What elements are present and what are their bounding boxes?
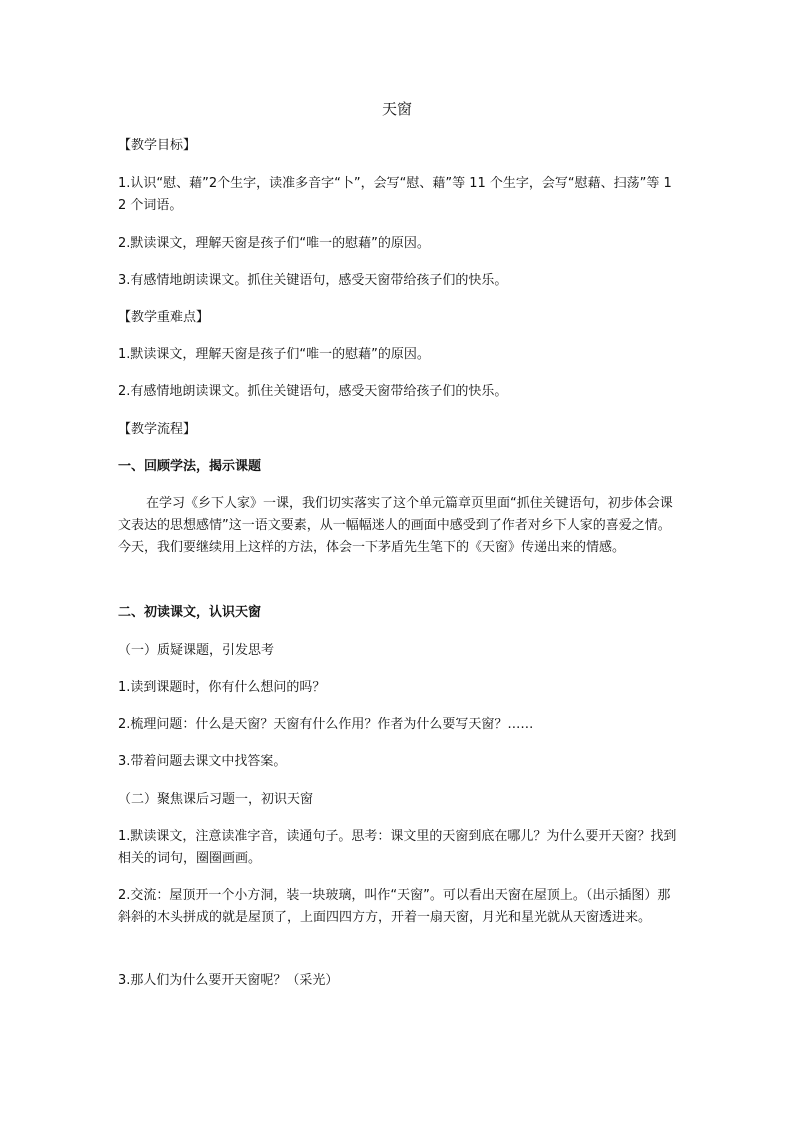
goal-item-1: 1.认识“慰、藉”2个生字，读准多音字“卜”，会写“慰、藉”等 11 个生字，会写“慰藉、扫荡”等 12 个词语。 [118,176,672,213]
part-heading-1: 一、回顾学法，揭示课题 [118,459,262,474]
subsection-2-item-1: 1.默读课文，注意读准字音，读通句子。思考：课文里的天窗到底在哪儿？为什么要开天窗？找到相关的词句，圈圈画画。 [118,829,677,866]
subsection-1-item-1: 1.读到课题时，你有什么想问的吗？ [118,680,326,695]
subsection-1-item-2: 2.梳理问题：什么是天窗？天窗有什么作用？作者为什么要写天窗？…… [118,717,534,732]
subsection-heading-1: （一）质疑课题，引发思考 [118,643,275,658]
part-heading-2: 二、初读课文，认识天窗 [118,605,262,620]
subsection-heading-2: （二）聚焦课后习题一，初识天窗 [118,792,314,807]
goal-item-2: 2.默读课文，理解天窗是孩子们“唯一的慰藉”的原因。 [118,236,430,251]
key-point-item-2: 2.有感情地朗读课文。抓住关键语句，感受天窗带给孩子们的快乐。 [118,384,508,399]
subsection-2-item-3: 3.那人们为什么要开天窗呢？（采光） [118,973,339,988]
section-heading-key-points: 【教学重难点】 [118,310,210,325]
subsection-1-item-3: 3.带着问题去课文中找答案。 [118,754,287,769]
section-heading-goals: 【教学目标】 [118,138,197,153]
part-1-paragraph: 在学习《乡下人家》一课，我们切实落实了这个单元篇章页里面“抓住关键语句，初步体会课文表达的思想感情”这一语文要素，从一幅幅迷人的画面中感受到了作者对乡下人家的喜爱之情。今天，我们要继续用上这样的方法，体会一下茅盾先生笔下的《天窗》传递出来的情感。 [118,496,673,555]
key-point-item-1: 1.默读课文，理解天窗是孩子们“唯一的慰藉”的原因。 [118,347,430,362]
section-heading-flow: 【教学流程】 [118,422,197,437]
goal-item-3: 3.有感情地朗读课文。抓住关键语句，感受天窗带给孩子们的快乐。 [118,273,508,288]
document-title: 天窗 [381,100,412,118]
subsection-2-item-2: 2.交流：屋顶开一个小方洞，装一块玻璃，叫作“天窗”。可以看出天窗在屋顶上。（出示插图）那斜斜的木头拼成的就是屋顶了，上面四四方方，开着一扇天窗，月光和星光就从天窗透进来。 [118,888,671,925]
